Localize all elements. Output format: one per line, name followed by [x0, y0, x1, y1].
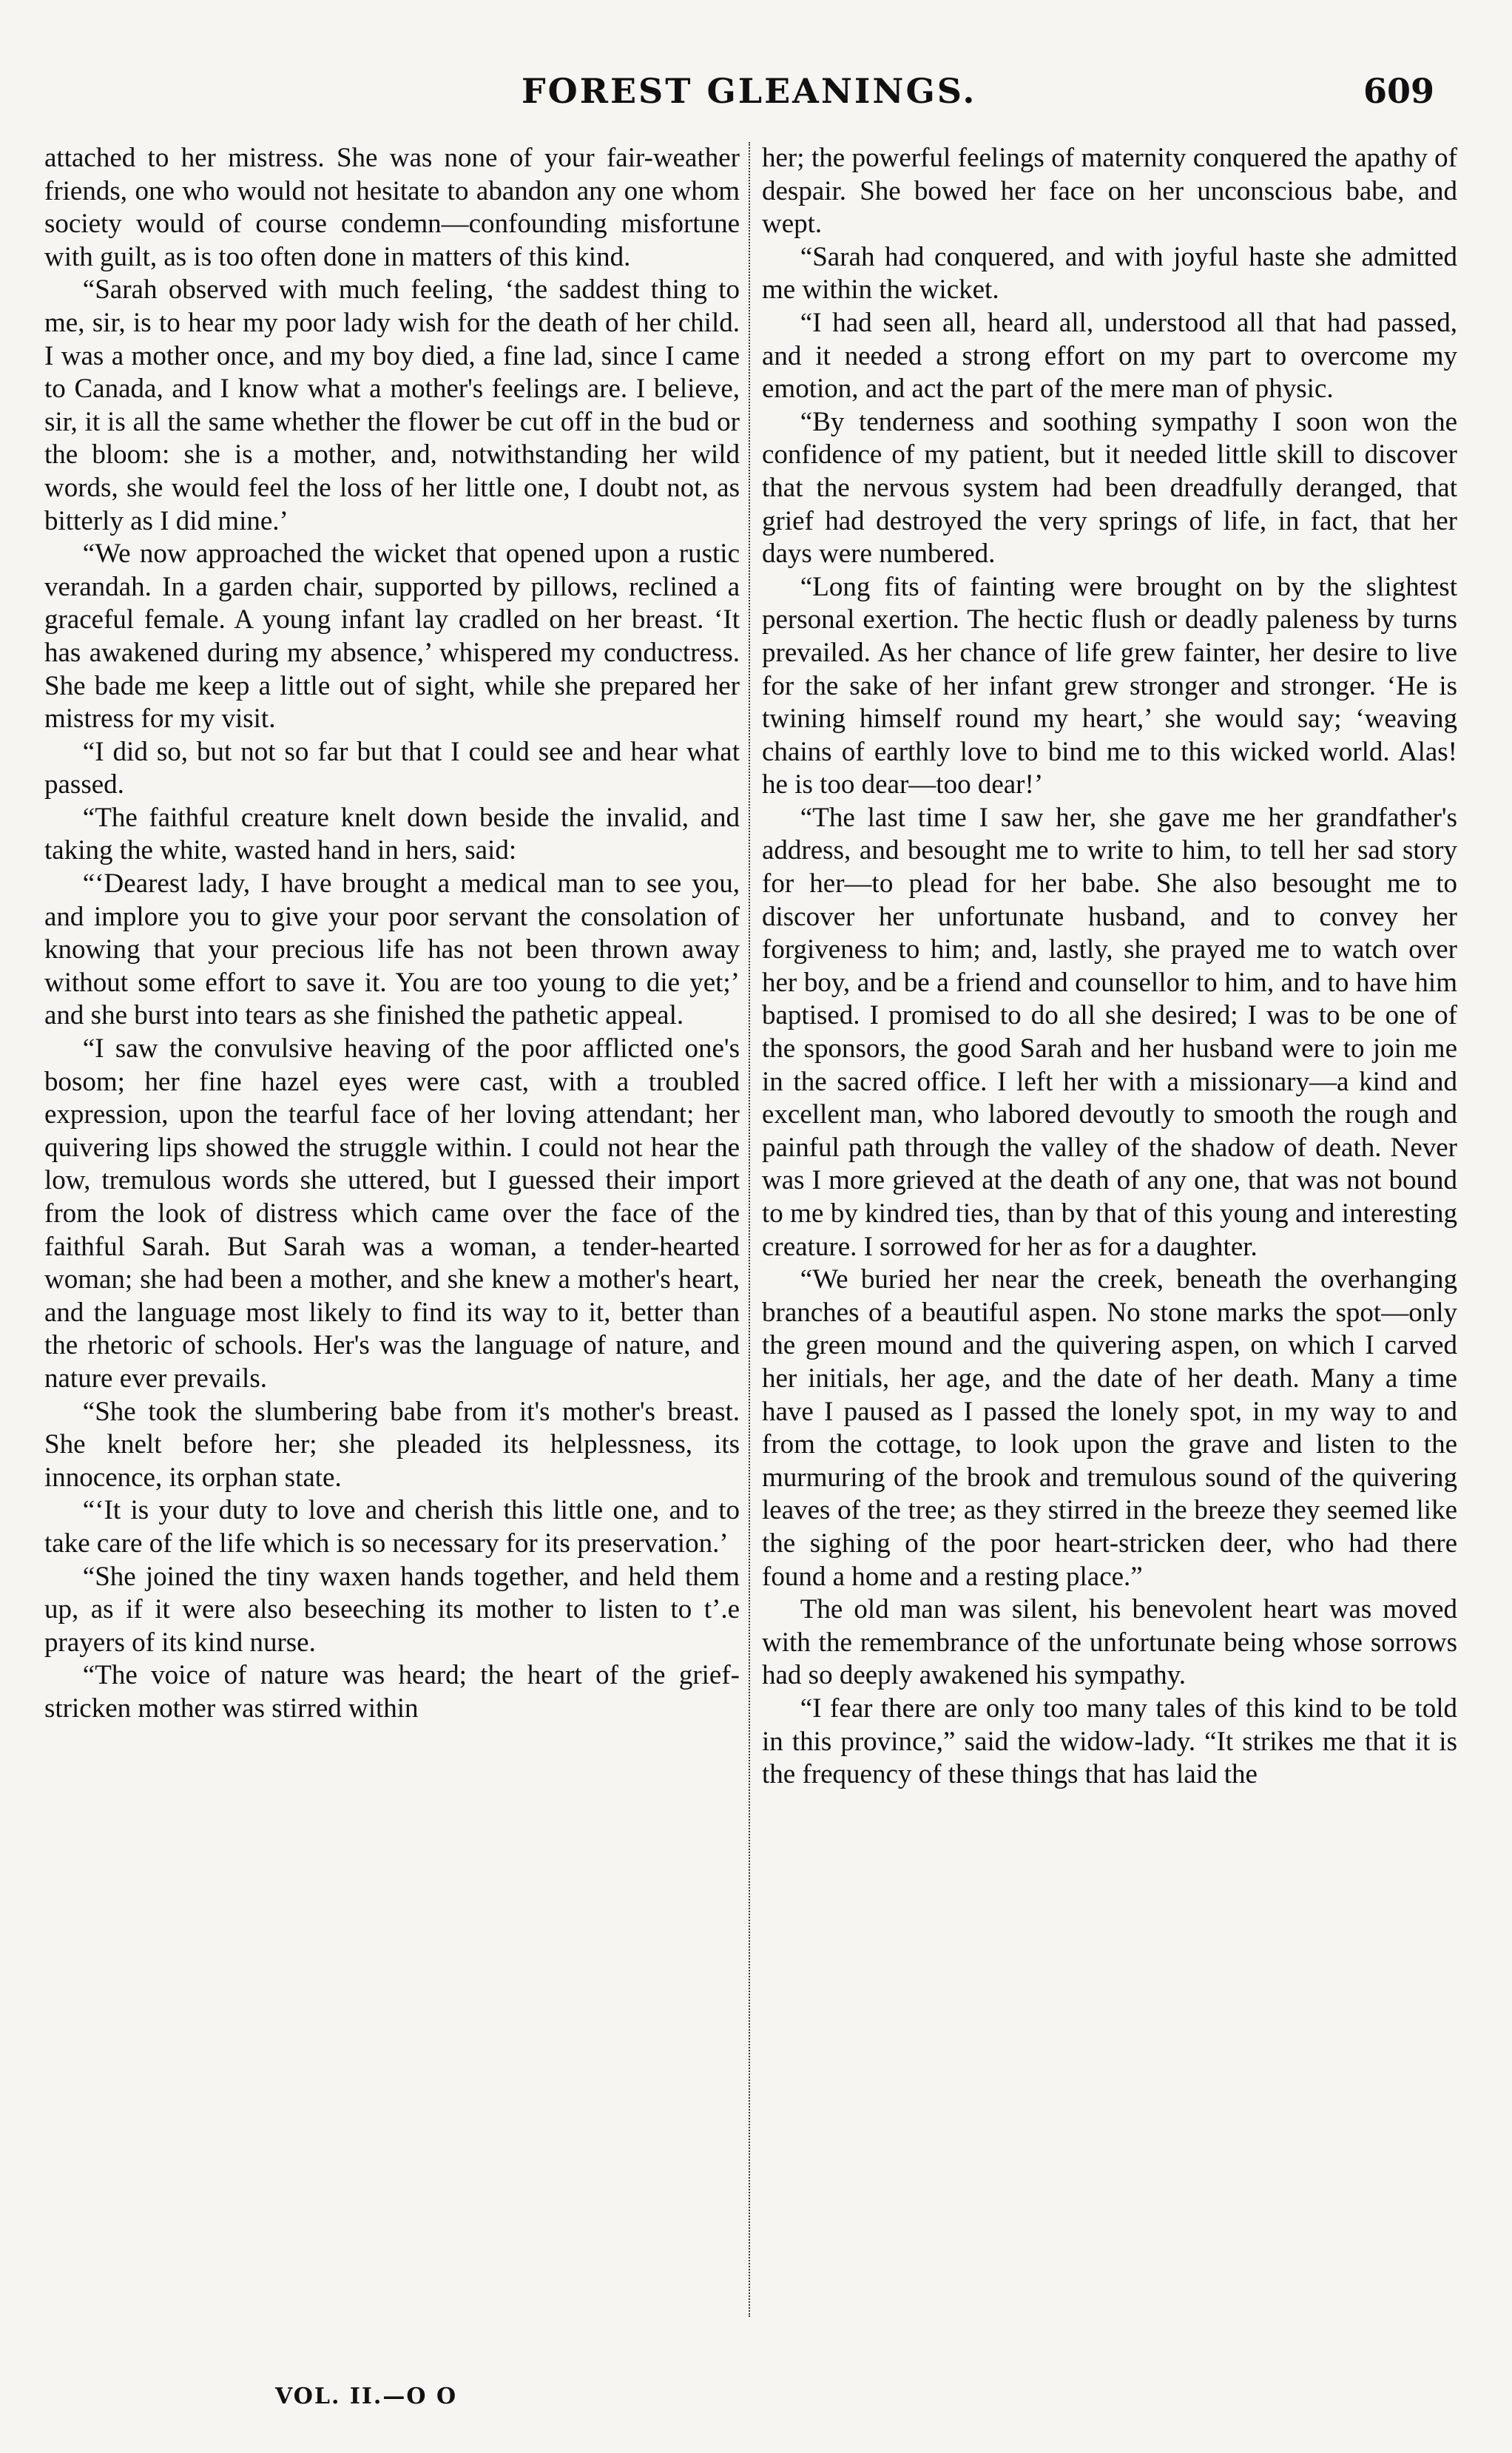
right-column [762, 142, 1457, 1792]
paragraph: The old man was silent, his benevolent heart was moved with the remembrance of the unfortunate being whose sorrows had so deeply awakened his sympathy. [762, 1594, 1457, 1691]
paragraph: attached to her mistress. She was none of your fair-weather friends, one who would not hesitate to abandon any one whom society would of course condemn—confounding misfortune with guilt, as is too often done in matters of this kind. [44, 143, 740, 272]
column-divider [749, 142, 750, 2317]
paragraph: “The faithful creature knelt down beside the invalid, and taking the white, wasted hand in hers, said: [44, 802, 740, 866]
paragraph: “Sarah had conquered, and with joyful haste she admitted me within the wicket. [762, 241, 1457, 306]
paragraph: “Sarah observed with much feeling, ‘the saddest thing to me, sir, is to hear my poor lady wish for the death of her child. I was a mother once, and my boy died, a fine lad, since I came to Canada, and I know what a mother's feelings are. I believe, sir, it is all the same whether the flower be cut off in the bud or the bloom: she is a mother, and, notwithstanding her wild words, she would feel the loss of her little one, I doubt not, as bitterly as I did mine.’ [44, 274, 740, 536]
paragraph: her; the powerful feelings of maternity conquered the apathy of despair. She bowed her face on her unconscious babe, and wept. [762, 143, 1457, 240]
running-title: FOREST GLEANINGS. [522, 71, 977, 111]
paragraph: “We now approached the wicket that opened upon a rustic verandah. In a garden chair, supported by pillows, reclined a graceful female. A young infant lay cradled on her breast. ‘It has awakened during my absence,’ whispered my conductress. She bade me keep a little out of sight, while she prepared her mistress for my visit. [44, 539, 740, 735]
paragraph: “She took the slumbering babe from it's mother's breast. She knelt before her; she pleaded its helplessness, its innocence, its orphan state. [44, 1396, 740, 1493]
paragraph: “By tenderness and soothing sympathy I soon won the confidence of my patient, but it needed little skill to discover that the nervous system had been dreadfully deranged, that grief had destroyed the very springs of life, in fact, that her days were numbered. [762, 406, 1457, 570]
paragraph: “The last time I saw her, she gave me her grandfather's address, and besought me to write to him, to tell her sad story for her—to plead for her babe. She also besought me to discover her unfortunate husband, and to convey her forgiveness to him; and, lastly, she prayed me to watch over her boy, and be a friend and counsellor to him, and to have him baptised. I promised to do all she desired; I was to be one of the sponsors, the good Sarah and her husband were to join me in the sacred office. I left her with a missionary—a kind and excellent man, who labored devoutly to smooth the rough and painful path through the valley of the shadow of death. Never was I more grieved at the death of any one, that was not bound to me by kindred ties, than by that of this young and interesting creature. I sorrowed for her as for a daughter. [762, 802, 1457, 1262]
paragraph: “I fear there are only too many tales of this kind to be told in this province,” said the widow-lady. “It strikes me that it is the frequency of these things that has laid the [762, 1693, 1457, 1790]
paragraph: “I had seen all, heard all, understood all that had passed, and it needed a strong effort on my part to overcome my emotion, and act the part of the mere man of physic. [762, 307, 1457, 405]
page-number: 609 [1363, 71, 1435, 111]
left-column [44, 142, 740, 1726]
paragraph: “The voice of nature was heard; the heart of the grief-stricken mother was stirred within [44, 1660, 740, 1724]
signature-mark: VOL. II.—O O [275, 2383, 458, 2409]
paragraph: “She joined the tiny waxen hands together, and held them up, as if it were also beseeching its mother to listen to t’.e prayers of its kind nurse. [44, 1561, 740, 1658]
paragraph: “I did so, but not so far but that I could see and hear what passed. [44, 736, 740, 800]
page-header [0, 71, 1512, 130]
paragraph: “I saw the convulsive heaving of the poor afflicted one's bosom; her fine hazel eyes were cast, with a troubled expression, upon the tearful face of her loving attendant; her quivering lips showed the struggle within. I could not hear the low, tremulous words she uttered, but I guessed their import from the look of distress which came over the face of the faithful Sarah. But Sarah was a woman, a tender-hearted woman; she had been a mother, and she knew a mother's heart, and the language most likely to find its way to it, better than the rhetoric of schools. Her's was the language of nature, and nature ever prevails. [44, 1033, 740, 1394]
paragraph: “We buried her near the creek, beneath the overhanging branches of a beautiful aspen. No stone marks the spot—only the green mound and the quivering aspen, on which I carved her initials, her age, and the date of her death. Many a time have I paused as I passed the lonely spot, in my way to and from the cottage, to look upon the grave and listen to the murmuring of the brook and tremulous sound of the quivering leaves of the tree; as they stirred in the breeze they seemed like the sighing of the poor heart-stricken deer, who had there found a home and a resting place.” [762, 1264, 1457, 1592]
paragraph: “‘It is your duty to love and cherish this little one, and to take care of the life which is so necessary for its preservation.’ [44, 1495, 740, 1559]
paragraph: “‘Dearest lady, I have brought a medical man to see you, and implore you to give your poor servant the consolation of knowing that your precious life has not been thrown away without some effort to save it. You are too young to die yet;’ and she burst into tears as she finished the pathetic appeal. [44, 868, 740, 1031]
paragraph: “Long fits of fainting were brought on by the slightest personal exertion. The hectic flush or deadly paleness by turns prevailed. As her chance of life grew fainter, her desire to live for the sake of her infant grew stronger and stronger. ‘He is twining himself round my heart,’ she would say; ‘weaving chains of earthly love to bind me to this wicked world. Alas! he is too dear—too dear!’ [762, 571, 1457, 800]
